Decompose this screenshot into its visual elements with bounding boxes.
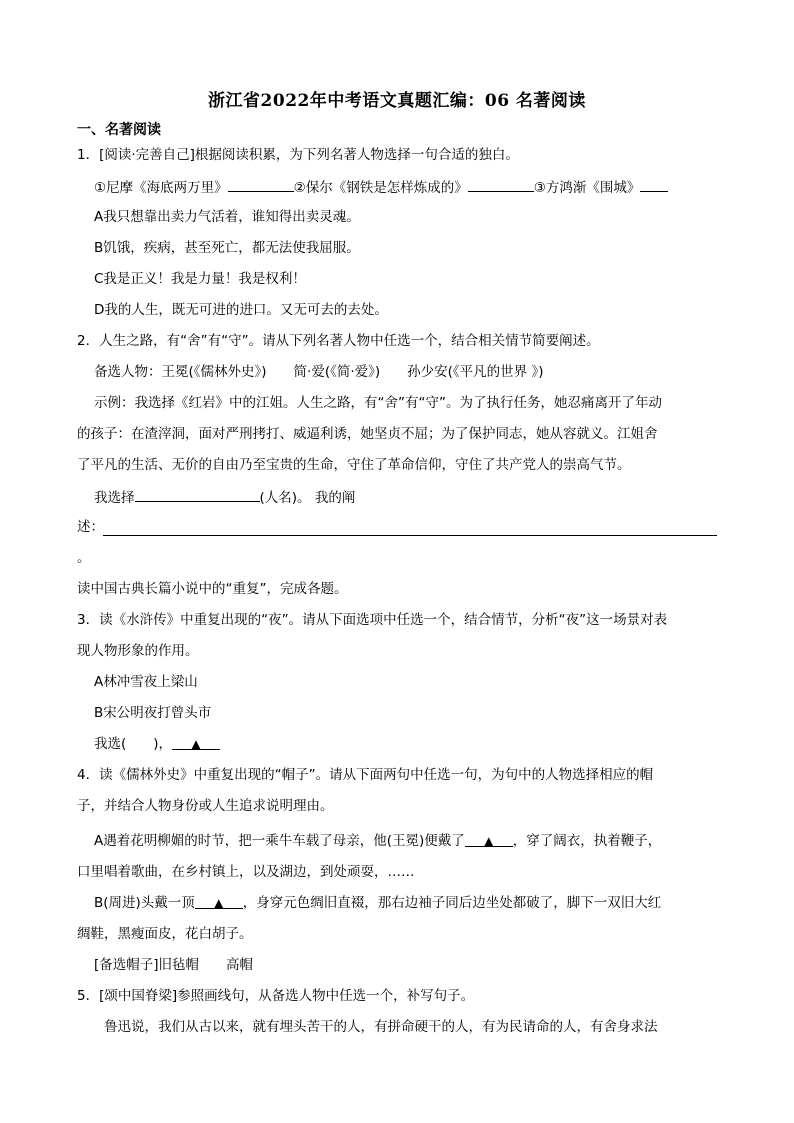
q2-choose-line — [94, 487, 355, 507]
q4-hats: [备选帽子]旧毡帽 高帽 — [94, 957, 254, 973]
page-title: 浙江省2022年中考语文真题汇编：06 名著阅读 — [208, 91, 586, 111]
q3-choose-line — [94, 735, 220, 753]
q4-stem-line-2: 子，并结合人物身份或人生追求说明理由。 — [77, 798, 334, 814]
q1-option-d: D我的人生，既无可进的进口。又无可去的去处。 — [94, 302, 388, 318]
q1-answer-blank-2[interactable] — [468, 177, 534, 192]
q1-stem: 1．[阅读·完善自己]根据阅读积累，为下列名著人物选择一句合适的独白。 — [77, 147, 519, 163]
q2-example-line-2: 的孩子：在渣滓洞，面对严刑拷打、威逼利诱，她坚贞不屈；为了保护同志，她从容就义。江姐舍 — [77, 426, 658, 442]
q1-option-c: C我是正义！我是力量！我是权利！ — [94, 271, 306, 287]
q4-a-blank[interactable] — [465, 832, 513, 847]
q2-example-line-3: 了平凡的生活、无价的自由乃至宝贵的生命，守住了革命信仰，守住了共产党人的崇高气节。 — [77, 457, 631, 473]
q3-stem-line-1: 3．读《水浒传》中重复出现的“夜”。请从下面选项中任选一个，结合情节，分析“夜”这一场景对表 — [77, 612, 668, 628]
q2-example-line-1: 示例：我选择《红岩》中的江姐。人生之路，有“舍”有“守”。为了执行任务，她忍痛离开了年动 — [94, 395, 662, 411]
q4-b-line-1 — [94, 894, 661, 912]
q1-item-3: ③方鸿渐《围城》 — [533, 180, 641, 196]
q4-a-suffix: ，穿了阔衣，执着鞭子， — [512, 833, 662, 849]
triangle-icon: ▲ — [214, 896, 224, 910]
q4-a-prefix: A遇着花明柳媚的时节，把一乘牛车载了母亲，他(王冕)便戴了 — [94, 833, 465, 849]
q1-item-2: ②保尔《钢铁是怎样炼成的》 — [293, 180, 468, 196]
q3-option-a: A林冲雪夜上梁山 — [94, 674, 198, 690]
q2-name-blank[interactable] — [135, 487, 260, 502]
q4-stem-line-1: 4．读《儒林外史》中重复出现的“帽子”。请从下面两句中任选一句，为句中的人物选择相应的帽 — [77, 767, 654, 783]
triangle-icon: ▲ — [484, 834, 494, 848]
q2-choose-prefix: 我选择 — [94, 490, 135, 506]
q5-stem: 5．[颂中国脊梁]参照画线句，从备选人物中任选一个，补写句子。 — [77, 988, 475, 1004]
q4-b-line-2: 绸鞋，黑瘦面皮，花白胡子。 — [77, 926, 253, 942]
q2-stem: 2．人生之路，有“舍”有“守”。请从下列名著人物中任选一个，结合相关情节简要阐述。 — [77, 333, 600, 349]
q1-option-b: B饥饿，疾病，甚至死亡，都无法使我屈服。 — [94, 240, 360, 256]
section-heading: 一、名著阅读 — [77, 122, 161, 138]
q1-items — [94, 177, 668, 197]
q2-candidates: 备选人物：王冕(《儒林外史》) 简·爱(《简·爱》) 孙少安(《平凡的世界 》) — [94, 364, 544, 380]
q1-answer-blank-3[interactable] — [640, 177, 668, 192]
q2-choose-suffix: (人名)。 我的阐 — [259, 490, 356, 506]
q2-end-mark: 。 — [77, 550, 91, 566]
q3-answer-blank[interactable] — [172, 735, 220, 750]
reading-intro: 读中国古典长篇小说中的“重复”，完成各题。 — [77, 581, 348, 597]
q3-choose-label: 我选( )， — [94, 736, 173, 752]
q2-narrate-label: 述： — [77, 519, 104, 535]
q1-option-a: A我只想靠出卖力气活着，谁知得出卖灵魂。 — [94, 209, 360, 225]
q3-option-b: B宋公明夜打曾头市 — [94, 705, 212, 721]
q4-b-suffix: ，身穿元色绸旧直裰，那右边袖子同后边坐处都破了，脚下一双旧大红 — [242, 895, 662, 911]
q4-b-blank[interactable] — [195, 894, 243, 909]
q1-item-1: ①尼摩《海底两万里》 — [94, 180, 228, 196]
triangle-icon: ▲ — [191, 737, 201, 751]
q2-narrate-answer-line[interactable] — [103, 535, 717, 536]
q1-answer-blank-1[interactable] — [228, 177, 294, 192]
q4-a-line-2: 口里唱着歌曲，在乡村镇上，以及湖边，到处顽耍，…… — [77, 864, 415, 880]
q3-stem-line-2: 现人物形象的作用。 — [77, 643, 199, 659]
q4-b-prefix: B(周进)头戴一顶 — [94, 895, 195, 911]
q5-text-line: 鲁迅说，我们从古以来，就有埋头苦干的人，有拼命硬干的人，有为民请命的人，有舍身求法 — [104, 1019, 658, 1035]
q4-a-line-1 — [94, 832, 661, 850]
